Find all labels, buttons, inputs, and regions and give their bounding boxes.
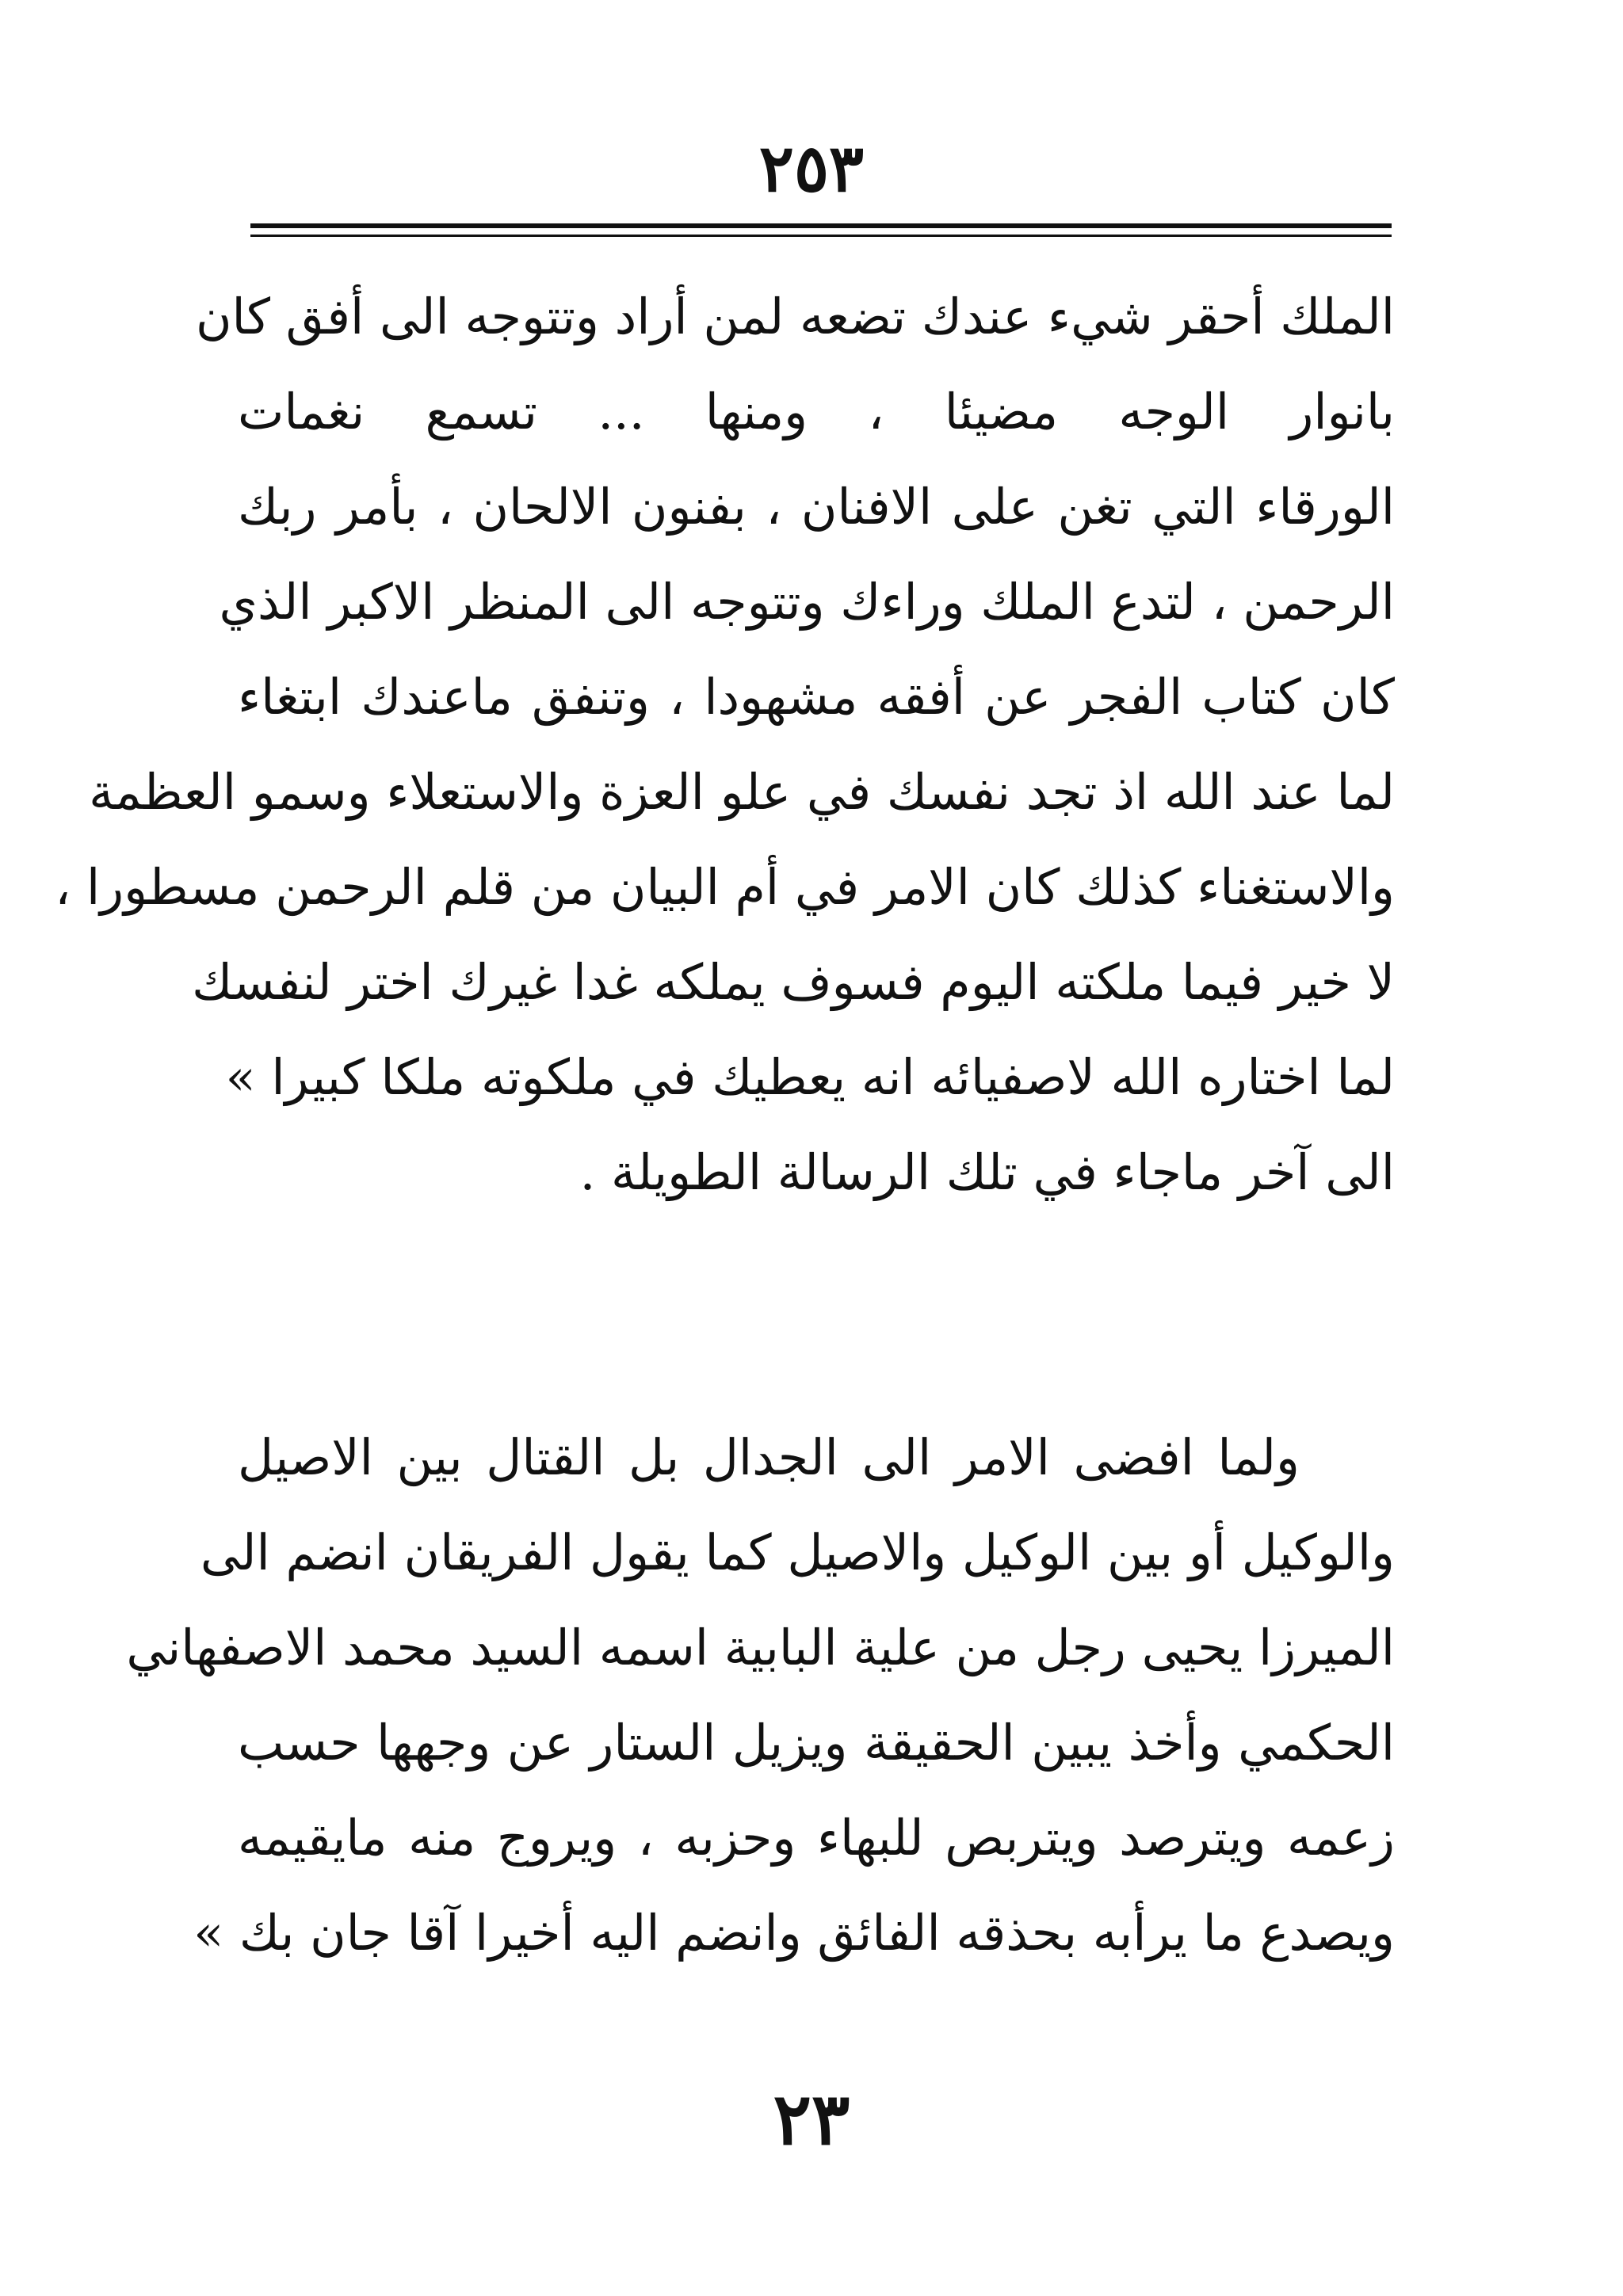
text-line: والاستغناء كذلك كان الامر في أم البيان من قلم الرحمن مسطورا ، bbox=[55, 858, 1395, 916]
text-line: لا خير فيما ملكته اليوم فسوف يملكه غدا غيرك اختر لنفسك bbox=[192, 953, 1395, 1011]
text-line: الى آخر ماجاء في تلك الرسالة الطويلة . bbox=[579, 1143, 1395, 1201]
text-line: لما عند الله اذ تجد نفسك في علو العزة والاستعلاء وسمو العظمة bbox=[89, 763, 1395, 821]
header-rule-thin bbox=[250, 235, 1392, 237]
text-line: الرحمن ، لتدع الملك وراءك وتتوجه الى المنظر الاكبر الذي bbox=[219, 573, 1395, 631]
text-line: لما اختاره الله لاصفيائه انه يعطيك في ملكوته ملكا كبيرا » bbox=[225, 1048, 1395, 1106]
header-rule-thick bbox=[250, 223, 1392, 228]
text-line: ويصدع ما يرأبه بحذقه الفائق وانضم اليه أخيرا آقا جان بك » bbox=[193, 1904, 1395, 1962]
text-line: الملك أحقر شيء عندك تضعه لمن أراد وتتوجه الى أفق كان bbox=[196, 288, 1395, 345]
page-number: ٢٥٣ bbox=[758, 131, 865, 207]
text-line: زعمه ويترصد ويتربص للبهاء وحزبه ، ويروج منه مايقيمه bbox=[238, 1809, 1395, 1867]
text-line: والوكيل أو بين الوكيل والاصيل كما يقول الفريقان انضم الى bbox=[200, 1524, 1395, 1581]
paragraph-1 bbox=[55, 269, 1395, 1220]
text-line: الورقاء التي تغن على الافنان ، بفنون الالحان ، بأمر ربك bbox=[238, 478, 1395, 536]
text-line: كان كتاب الفجر عن أفقه مشهودا ، وتنفق ماعندك ابتغاء bbox=[238, 668, 1395, 726]
signature-number: ٢٣ bbox=[773, 2077, 850, 2161]
text-line: ولما افضى الامر الى الجدال بل القتال بين الاصيل bbox=[238, 1428, 1300, 1486]
text-line: الميرزا يحيى رجل من علية البابية اسمه السيد محمد الاصفهاني bbox=[126, 1619, 1395, 1676]
text-line: بانوار الوجه مضيئا ، ومنها ... تسمع نغمات bbox=[238, 383, 1395, 441]
paragraph-2 bbox=[126, 1410, 1395, 1981]
text-line: الحكمي وأخذ يبين الحقيقة ويزيل الستار عن وجهها حسب bbox=[238, 1714, 1395, 1772]
